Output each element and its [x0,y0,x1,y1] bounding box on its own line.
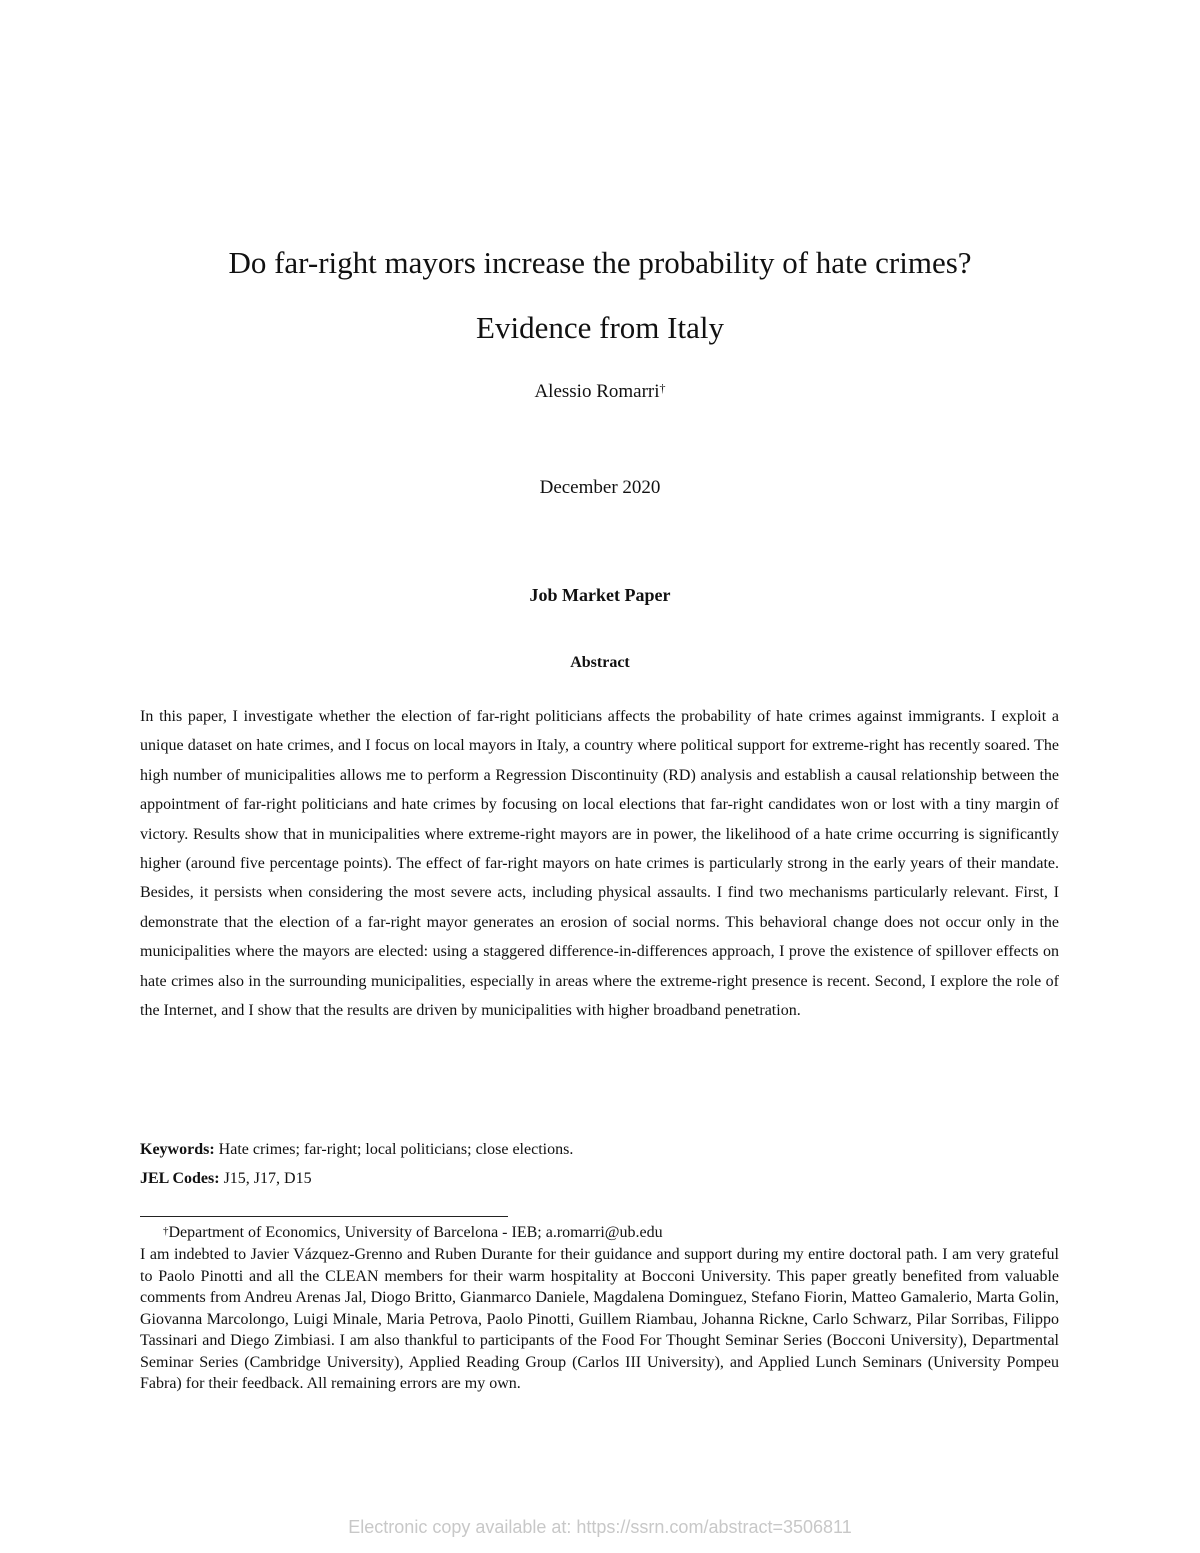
jel-codes-value: J15, J17, D15 [223,1170,312,1187]
author [0,378,1200,406]
author-name: Alessio Romarri [534,381,660,402]
footnote-affiliation-text: Department of Economics, University of Barcelona - IEB; a.romarri@ub.edu [168,1224,663,1241]
footnote-affiliation [163,1222,1059,1244]
paper-type: Job Market Paper [529,585,671,605]
abstract-heading: Abstract [570,654,630,671]
footnote-acknowledgement: I am indebted to Javier Vázquez-Grenno and Ruben Durante for their guidance and support during my entire doctoral path. I am very grateful to Paolo Pinotti and all the CLEAN members for their warm hospitality at Bocconi University. This paper greatly benefited from valuable comments from Andreu Arenas Jal, Diogo Britto, Gianmarco Daniele, Magdalena Dominguez, Stefano Fiorin, Matteo Gamalerio, Marta Golin, Giovanna Marcolongo, Luigi Minale, Maria Petrova, Paolo Pinotti, Guillem Riambau, Johanna Rickne, Carlo Schwarz, Pilar Sorribas, Filippo Tassinari and Diego Zimbiasi. I am also thankful to participants of the Food For Thought Seminar Series (Bocconi University), Departmental Seminar Series (Cambridge University), Applied Reading Group (Carlos III University), and Applied Lunch Seminars (University Pompeu Fabra) for their feedback. All remaining errors are my own. [140,1246,1059,1392]
keywords-value: Hate crimes; far-right; local politicians; close elections. [218,1141,574,1158]
abstract-body: In this paper, I investigate whether the election of far-right politicians affects the probability of hate crimes against immigrants. I exploit a unique dataset on hate crimes, and I focus on local mayors in Italy, a country where political support for extreme-right has recently soared. The high number of municipalities allows me to perform a Regression Discontinuity (RD) analysis and establish a causal relationship between the appointment of far-right politicians and hate crimes by focusing on local elections that far-right candidates won or lost with a tiny margin of victory. Results show that in municipalities where extreme-right mayors are in power, the likelihood of a hate crime occurring is significantly higher (around five percentage points). The effect of far-right mayors on hate crimes is particularly strong in the early years of their mandate. Besides, it persists when considering the most severe acts, including physical assaults. I find two mechanisms particularly relevant. First, I demonstrate that the election of a far-right mayor generates an erosion of social norms. This behavioral change does not occur only in the municipalities where the mayors are elected: using a staggered difference-in-differences approach, I prove the existence of spillover effects on hate crimes also in the surrounding municipalities, especially in areas where the extreme-right presence is recent. Second, I explore the role of the Internet, and I show that the results are driven by municipalities with higher broadband penetration. [140,708,1059,1020]
paper-date: December 2020 [539,477,661,498]
jel-codes-label: JEL Codes: [140,1170,220,1187]
paper-title-line-1: Do far-right mayors increase the probability of hate crimes? [228,245,972,280]
keywords-label: Keywords: [140,1141,215,1158]
footnote-mark: † [163,1225,169,1237]
paper-title-line-2: Evidence from Italy [476,310,724,345]
jel-codes [140,1164,1059,1193]
author-footnote-mark: † [659,381,666,395]
footnote-divider [140,1216,508,1217]
ssrn-watermark: Electronic copy available at: https://ssrn.com/abstract=3506811 [348,1517,852,1537]
keywords [140,1135,1059,1164]
